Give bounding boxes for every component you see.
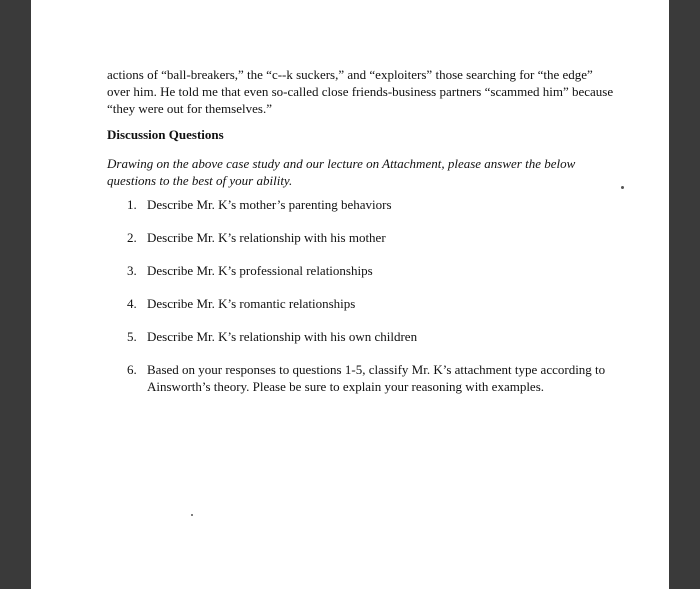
scan-speck	[621, 186, 624, 189]
document-content	[107, 66, 647, 395]
question-text: Based on your responses to questions 1-5, classify Mr. K’s attachment type according to Ainsworth’s theory. Please be sure to explain your reasoning with examples.	[147, 362, 606, 394]
question-number: 6.	[127, 362, 137, 377]
scan-speck	[191, 514, 193, 516]
question-number: 3.	[127, 263, 137, 278]
question-text: Describe Mr. K’s professional relationships	[147, 263, 373, 278]
question-number: 1.	[127, 197, 137, 212]
question-item-5	[107, 328, 647, 345]
document-page	[31, 0, 669, 589]
question-text: Describe Mr. K’s mother’s parenting behaviors	[147, 197, 392, 212]
intro-line-1: actions of “ball-breakers,” the “c--k suckers,” and “exploiters” those searching for “the edge”	[107, 67, 593, 82]
question-list	[107, 196, 647, 395]
instructions-text: Drawing on the above case study and our lecture on Attachment, please answer the below questions to the best of your ability.	[107, 156, 576, 188]
question-text: Describe Mr. K’s relationship with his own children	[147, 329, 418, 344]
intro-line-2: over him. He told me that even so-called close friends-business partners “scammed him” because	[107, 84, 614, 99]
question-item-3	[107, 262, 647, 279]
intro-line-3: “they were out for themselves.”	[107, 101, 272, 116]
question-item-1	[107, 196, 647, 213]
discussion-questions-heading: Discussion Questions	[107, 127, 224, 142]
question-item-6	[107, 361, 647, 395]
question-number: 2.	[127, 230, 137, 245]
question-text: Describe Mr. K’s romantic relationships	[147, 296, 356, 311]
case-study-excerpt	[107, 66, 647, 117]
question-item-4	[107, 295, 647, 312]
question-text: Describe Mr. K’s relationship with his mother	[147, 230, 386, 245]
question-item-2	[107, 229, 647, 246]
question-number: 4.	[127, 296, 137, 311]
question-number: 5.	[127, 329, 137, 344]
